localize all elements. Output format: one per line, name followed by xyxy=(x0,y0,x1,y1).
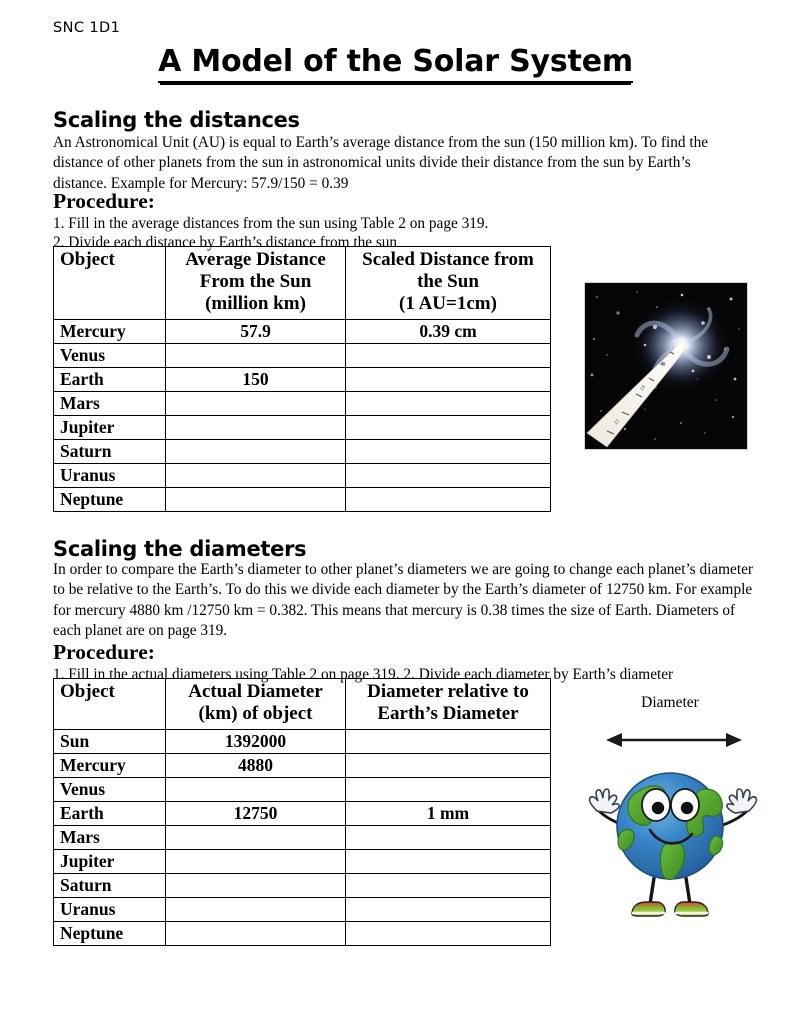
cell-value[interactable] xyxy=(346,874,551,898)
cell-object-name: Mercury xyxy=(54,320,166,344)
table-row xyxy=(54,416,551,440)
table-scaled-distances xyxy=(53,246,551,512)
measured-star-core xyxy=(678,342,683,347)
cell-value[interactable]: 150 xyxy=(166,368,346,392)
cell-value[interactable] xyxy=(166,344,346,368)
cartoon-earth-illustration xyxy=(570,718,770,918)
cell-object-name: Mars xyxy=(54,826,166,850)
cell-object-name: Neptune xyxy=(54,488,166,512)
table-row xyxy=(54,922,551,946)
column-header-scaled-distance xyxy=(346,247,551,320)
cell-value[interactable] xyxy=(166,416,346,440)
table-body xyxy=(54,730,551,946)
column-header-actual-diameter xyxy=(166,679,346,730)
table-row xyxy=(54,754,551,778)
cell-value[interactable] xyxy=(346,754,551,778)
table-body xyxy=(54,320,551,512)
table-row xyxy=(54,464,551,488)
column-header-average-distance xyxy=(166,247,346,320)
galaxy-ruler-photo xyxy=(584,282,748,450)
cell-object-name: Earth xyxy=(54,368,166,392)
header-line-1: Average Distance xyxy=(185,249,326,270)
cell-value[interactable] xyxy=(166,440,346,464)
header-line-2: From the Sun xyxy=(199,271,312,292)
table-row xyxy=(54,488,551,512)
cell-object-name: Venus xyxy=(54,778,166,802)
earth-legs xyxy=(650,878,690,904)
cell-value[interactable] xyxy=(166,392,346,416)
procedure-steps-distances: 1. Fill in the average distances from the sun using Table 2 on page 319. 2. Divide each distance by Earth’s distance from the sun xyxy=(53,215,489,251)
procedure-heading-diameters: Procedure: xyxy=(53,640,155,664)
cell-value[interactable]: 57.9 xyxy=(166,320,346,344)
table-row xyxy=(54,778,551,802)
cell-object-name: Earth xyxy=(54,802,166,826)
diameter-caption: Diameter xyxy=(641,694,699,711)
cell-object-name: Saturn xyxy=(54,874,166,898)
cell-object-name: Saturn xyxy=(54,440,166,464)
cell-value[interactable] xyxy=(166,850,346,874)
page-title-text: A Model of the Solar System xyxy=(158,44,633,83)
table-head xyxy=(54,247,551,320)
cell-object-name: Sun xyxy=(54,730,166,754)
section-paragraph-distances: An Astronomical Unit (AU) is equal to Earth’s average distance from the sun (150 million km). To find the distance of other planets from the sun in astronomical units divide their distance from the sun by Earth’s distance. Example for Mercury: 57.9/150 = 0.39 xyxy=(53,134,709,192)
table-row xyxy=(54,320,551,344)
cell-value[interactable] xyxy=(346,730,551,754)
cartoon-earth-diameter-figure xyxy=(570,694,770,919)
cell-value[interactable] xyxy=(166,778,346,802)
earth-shoes xyxy=(632,902,708,916)
cell-object-name: Uranus xyxy=(54,898,166,922)
cell-object-name: Jupiter xyxy=(54,850,166,874)
table-row xyxy=(54,802,551,826)
header-line-2: (km) of object xyxy=(198,703,313,724)
earth-globe xyxy=(617,773,723,880)
procedure-heading-distances: Procedure: xyxy=(53,189,155,213)
svg-text:16: 16 xyxy=(658,360,668,369)
column-header-object xyxy=(54,679,166,730)
cell-value[interactable] xyxy=(166,898,346,922)
table-row xyxy=(54,368,551,392)
svg-text:12: 12 xyxy=(612,418,622,427)
procedure-steps-diameters: 1. Fill in the actual diameters using Table 2 on page 319. 2. Divide each diameter by Earth’s diameter xyxy=(53,666,674,683)
cell-value[interactable] xyxy=(346,922,551,946)
cell-value[interactable]: 12750 xyxy=(166,802,346,826)
cell-value[interactable] xyxy=(346,392,551,416)
cell-object-name: Mercury xyxy=(54,754,166,778)
cell-value[interactable]: 4880 xyxy=(166,754,346,778)
cell-value[interactable] xyxy=(346,826,551,850)
table-row xyxy=(54,826,551,850)
cell-value[interactable] xyxy=(346,778,551,802)
course-code: SNC 1D1 xyxy=(53,20,121,36)
cell-value[interactable] xyxy=(346,898,551,922)
table-row xyxy=(54,874,551,898)
cell-value[interactable] xyxy=(166,922,346,946)
cell-object-name: Jupiter xyxy=(54,416,166,440)
header-line-1: Diameter relative to xyxy=(367,681,529,702)
cell-value[interactable]: 1392000 xyxy=(166,730,346,754)
header-line-1: Actual Diameter xyxy=(188,681,323,702)
column-header-object-label: Object xyxy=(60,681,115,702)
galaxy-ruler-illustration xyxy=(585,283,747,449)
table-diameters xyxy=(53,678,551,946)
table-row xyxy=(54,344,551,368)
cell-value[interactable] xyxy=(346,368,551,392)
cell-value[interactable] xyxy=(346,464,551,488)
page-title xyxy=(0,44,791,83)
table-head xyxy=(54,679,551,730)
table-header-row xyxy=(54,679,551,730)
svg-text:14: 14 xyxy=(638,384,648,393)
column-header-relative-diameter xyxy=(346,679,551,730)
cell-value[interactable] xyxy=(346,850,551,874)
cell-value[interactable]: 0.39 cm xyxy=(346,320,551,344)
cell-object-name: Mars xyxy=(54,392,166,416)
table-header-row xyxy=(54,247,551,320)
diameter-arrow xyxy=(606,733,742,747)
table-row xyxy=(54,898,551,922)
section-heading-scaling-distances: Scaling the distances xyxy=(53,108,300,132)
cell-value[interactable] xyxy=(166,464,346,488)
table-row xyxy=(54,392,551,416)
cell-value[interactable] xyxy=(346,344,551,368)
section-paragraph-diameters: In order to compare the Earth’s diameter to other planet’s diameters we are going to change each planet’s diameter to be relative to the Earth’s. To do this we divide each diameter by the Earth’s diameter of 12750 km. For example for mercury 4880 km /12750 km = 0.382. This means that mercury is 0.38 times the size of Earth. Diameters of each planet are on page 319. xyxy=(53,561,753,640)
cell-object-name: Uranus xyxy=(54,464,166,488)
cell-value[interactable] xyxy=(346,488,551,512)
cell-object-name: Venus xyxy=(54,344,166,368)
section-heading-scaling-diameters: Scaling the diameters xyxy=(53,537,307,561)
column-header-object-label: Object xyxy=(60,249,115,270)
column-header-object xyxy=(54,247,166,320)
table-row xyxy=(54,730,551,754)
header-line-2: Earth’s Diameter xyxy=(377,703,519,724)
header-line-3: (1 AU=1cm) xyxy=(399,293,497,314)
cell-value[interactable]: 1 mm xyxy=(346,802,551,826)
table-row xyxy=(54,440,551,464)
header-line-3: (million km) xyxy=(205,293,306,314)
cell-value[interactable] xyxy=(346,440,551,464)
cell-object-name: Neptune xyxy=(54,922,166,946)
cell-value[interactable] xyxy=(346,416,551,440)
table-row xyxy=(54,850,551,874)
header-line-1: Scaled Distance from xyxy=(362,249,534,270)
header-line-2: the Sun xyxy=(417,271,479,292)
cell-value[interactable] xyxy=(166,488,346,512)
cell-value[interactable] xyxy=(166,874,346,898)
cell-value[interactable] xyxy=(166,826,346,850)
